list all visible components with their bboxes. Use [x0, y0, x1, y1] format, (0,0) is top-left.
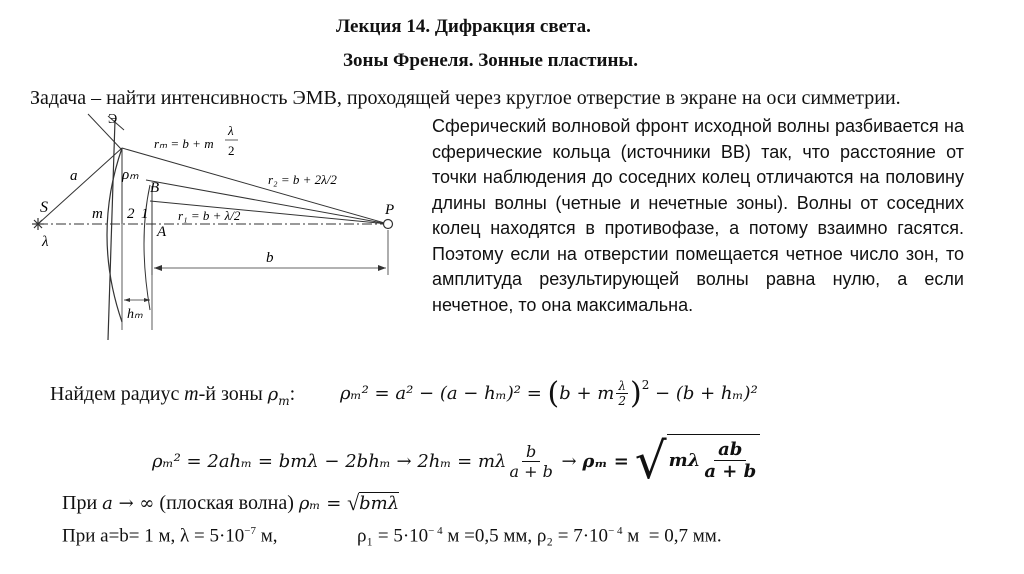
explanation-paragraph: Сферический волновой фронт исходной волны разбивается на сферические кольца (источники ВВ) так, что расстояние от точки наблюдения до соседних колец отличаются на половину длины волны (четные и нечетные зоны). Волны от соседних колец находятся в противофазе, а потому взаимно гасятся. Поэтому если на отверстии помещается четное число зон, то амплитуда результирующей волны равна нулю, а если нечетное, то она максимальна.: [432, 116, 964, 315]
radius-intro: Найдем радиус: [50, 383, 180, 405]
page-subtitle: Зоны Френеля. Зонные пластины.: [343, 50, 638, 71]
point-p-icon: [384, 220, 393, 229]
ray-rm: [122, 148, 388, 224]
label-r1: r₁ = b + λ/2: [178, 208, 241, 223]
rho1-tail: м =0,5 мм, ρ₂ = 7·10: [442, 525, 609, 547]
sqrt-small-icon: √: [347, 490, 360, 515]
eq2-left: ρₘ² = 2ahₘ = bmλ − 2bhₘ → 2hₘ = mλ: [152, 450, 507, 472]
label-screen: Э: [108, 112, 118, 127]
rho-values: [357, 525, 722, 547]
values-exp: −7: [244, 525, 256, 537]
rho1-text: ρ₁ = 5·10: [357, 525, 429, 547]
label-frac-num: λ: [228, 123, 234, 138]
screen-line: [108, 120, 115, 340]
label-hm: hₘ: [127, 307, 143, 322]
eq2-rad-num: ab: [714, 439, 746, 461]
radius-colon: :: [289, 383, 296, 405]
plane-pre: При: [62, 491, 103, 514]
ray-a: [38, 148, 122, 224]
eq1-open: (: [547, 376, 560, 411]
rho1-exp: − 4: [428, 525, 443, 537]
sqrt-icon: √: [634, 432, 667, 490]
eq2-fden: a + b: [509, 461, 553, 481]
dim-hm-arrow-left: [124, 298, 130, 302]
label-rho: ρₘ: [122, 167, 139, 183]
label-B: B: [150, 180, 160, 196]
eq1-sq: 2: [641, 378, 650, 392]
radius-sub: m: [278, 393, 290, 408]
eq1-left: ρₘ² = a² − (a − hₘ)² =: [340, 383, 548, 404]
rho2-tail: м = 0,7 мм.: [622, 525, 722, 547]
radius-mid: -й зоны: [198, 383, 263, 405]
radius-formula: [50, 383, 295, 408]
plane-rad: bmλ: [359, 493, 400, 514]
plane-rho: ρₘ =: [298, 492, 348, 514]
label-lambda: λ: [42, 234, 49, 250]
rho2-exp: − 4: [608, 525, 623, 537]
eq2-rad-frac: [704, 439, 756, 482]
plane-wave-line: [62, 490, 399, 516]
values-m: м,: [256, 525, 278, 547]
eq1-frac: [616, 379, 628, 408]
values-text: При a=b= 1 м, λ = 5·10: [62, 525, 245, 547]
label-rm: rₘ = b + m: [154, 136, 214, 151]
eq2-frac: [509, 442, 552, 481]
eq2-fnum: b: [522, 442, 540, 462]
dim-b-arrow-left: [154, 265, 162, 271]
label-1: 1: [141, 206, 149, 222]
eq2-radicand: [667, 434, 761, 482]
values-line: [62, 525, 278, 547]
equation-2: [152, 432, 760, 490]
eq2-arrow: →: [555, 450, 583, 472]
plane-cond: a → ∞: [102, 492, 155, 514]
label-b: b: [266, 250, 274, 266]
dim-b-arrow-right: [378, 265, 386, 271]
equation-1: [340, 376, 758, 411]
eq2-rho: ρₘ =: [582, 450, 629, 472]
eq1-close: ): [629, 376, 642, 411]
label-frac-den: 2: [228, 143, 235, 158]
plane-text: (плоская волна): [154, 491, 299, 514]
aperture-arc: [144, 185, 150, 310]
page-title: Лекция 14. Дифракция света.: [336, 16, 591, 37]
radius-rho: ρ: [267, 384, 279, 405]
fresnel-diagram: [0, 0, 430, 360]
eq1-in: b + m: [559, 383, 615, 404]
label-P: P: [385, 202, 395, 218]
label-A: A: [157, 224, 167, 240]
eq2-rad-den: a + b: [704, 461, 757, 482]
radius-m: m: [184, 383, 199, 405]
label-2: 2: [127, 206, 135, 222]
eq1-right: − (b + hₘ)²: [649, 383, 758, 404]
task-statement: Задача – найти интенсивность ЭМВ, проходящей через круглое отверстие в экране на оси симметрии.: [30, 87, 901, 109]
eq2-rad-left: mλ: [668, 450, 701, 471]
label-m: m: [92, 206, 103, 222]
label-S: S: [40, 199, 48, 216]
label-a: a: [70, 168, 78, 184]
eq1-fnum: λ: [618, 379, 626, 393]
eq1-fden: 2: [618, 394, 626, 408]
label-r2: r₂ = b + 2λ/2: [268, 172, 337, 187]
